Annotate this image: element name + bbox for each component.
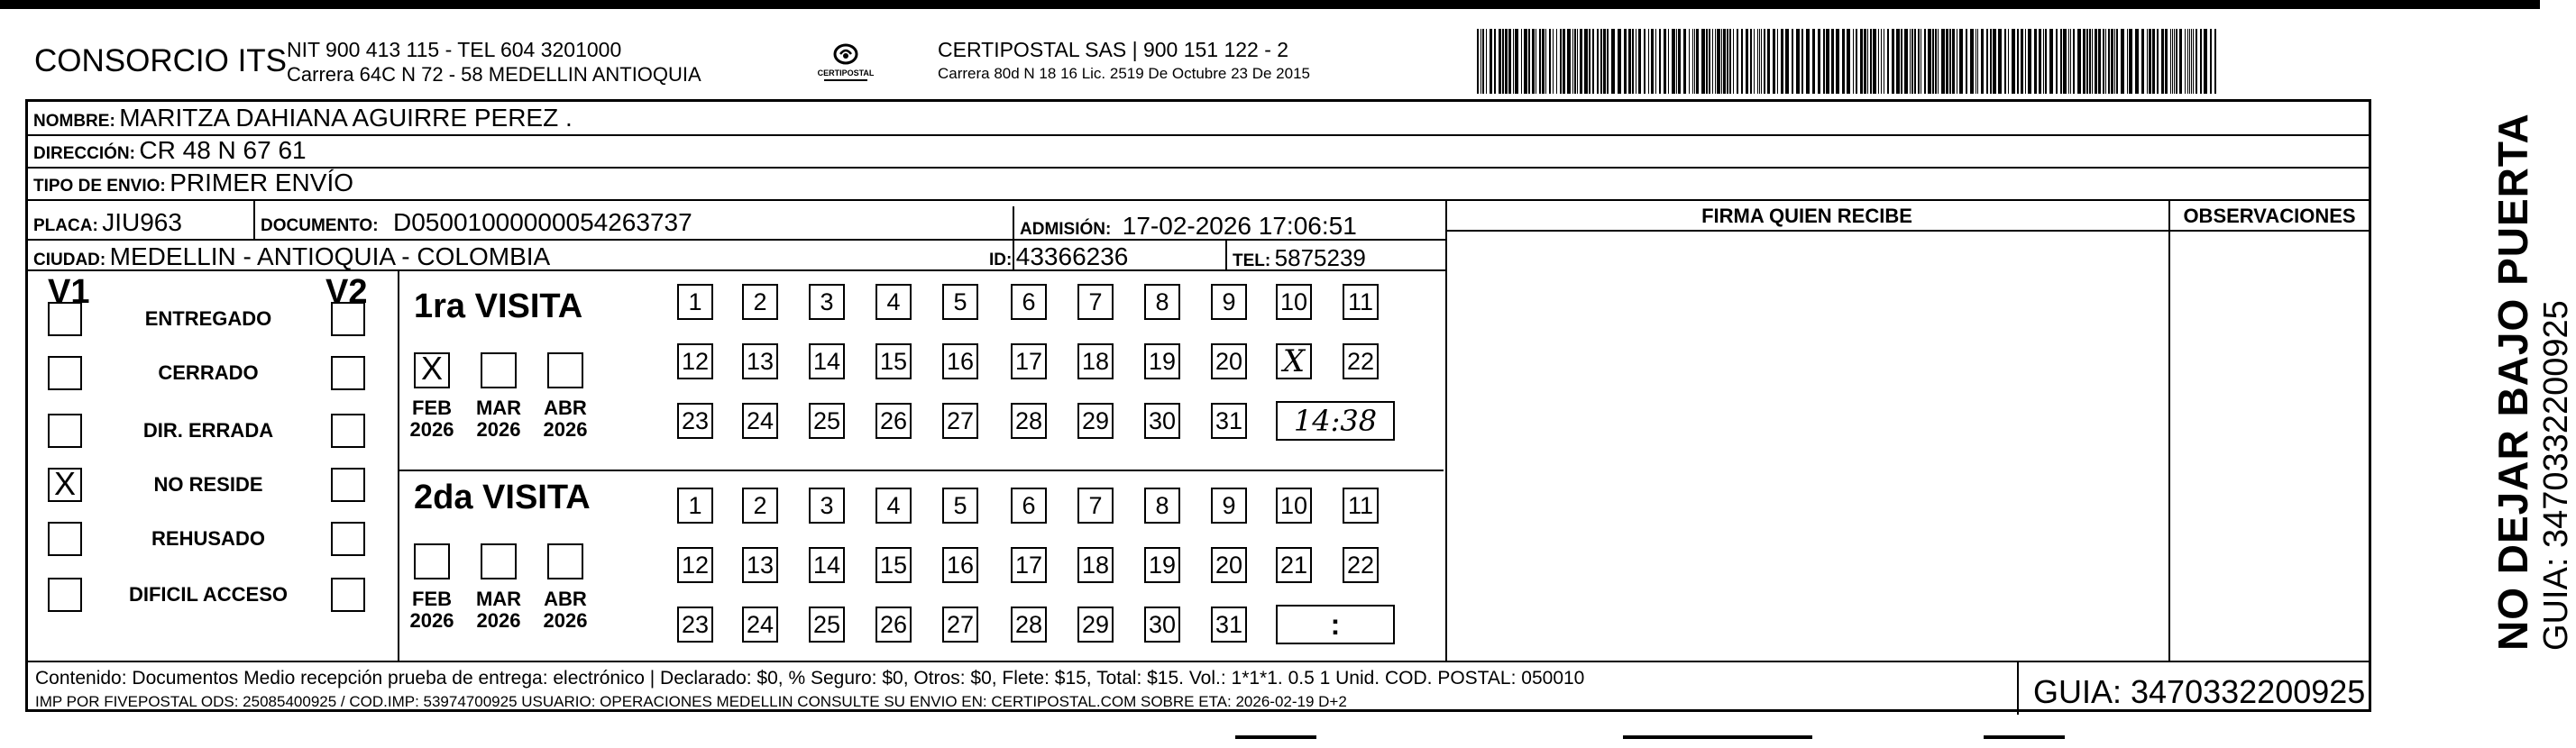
nombre-label: NOMBRE: — [33, 112, 115, 131]
placa-label: PLACA: — [33, 216, 98, 235]
month-checkbox[interactable] — [547, 352, 583, 388]
day-box[interactable]: 19 — [1144, 343, 1180, 379]
v2-checkbox[interactable] — [331, 522, 365, 556]
month-name: MAR — [475, 588, 522, 610]
day-box[interactable]: 4 — [875, 284, 912, 320]
month-label — [542, 397, 589, 441]
day-box[interactable]: 28 — [1011, 403, 1047, 439]
documento-value: D05001000000054263737 — [393, 208, 692, 236]
day-box[interactable]: 24 — [742, 403, 778, 439]
day-box[interactable]: 2 — [742, 284, 778, 320]
top-border — [0, 0, 2540, 9]
documento-label: DOCUMENTO: — [261, 216, 379, 235]
month-label — [542, 588, 589, 632]
status-label: ENTREGADO — [144, 307, 272, 330]
day-box[interactable]: 24 — [742, 607, 778, 643]
day-box[interactable]: 20 — [1211, 547, 1247, 583]
month-year: 2026 — [409, 418, 454, 442]
day-box[interactable]: 21 — [1276, 547, 1312, 583]
day-box[interactable]: 14 — [809, 547, 845, 583]
day-box[interactable]: 3 — [809, 488, 845, 524]
month-label — [408, 397, 455, 441]
day-box[interactable]: 17 — [1011, 547, 1047, 583]
day-box[interactable]: 29 — [1077, 607, 1114, 643]
tel-value: 5875239 — [1274, 244, 1366, 271]
status-label: REHUSADO — [151, 527, 265, 550]
nombre-row — [33, 105, 573, 131]
month-name: FEB — [412, 588, 452, 610]
admision-value: 17-02-2026 17:06:51 — [1122, 212, 1357, 240]
day-box[interactable]: 29 — [1077, 403, 1114, 439]
documento-row — [261, 210, 692, 235]
day-box[interactable]: 16 — [942, 343, 978, 379]
day-box[interactable]: 28 — [1011, 607, 1047, 643]
admision-row — [1020, 214, 1357, 239]
month-year: 2026 — [476, 418, 521, 442]
time-box[interactable]: : — [1276, 605, 1395, 644]
day-box[interactable]: 6 — [1011, 488, 1047, 524]
day-box[interactable]: 12 — [677, 343, 713, 379]
v2-checkbox[interactable] — [331, 578, 365, 612]
day-box[interactable]: 25 — [809, 403, 845, 439]
direccion-row — [33, 138, 307, 163]
month-year: 2026 — [543, 418, 588, 442]
month-name: MAR — [475, 397, 522, 419]
month-checkbox[interactable] — [481, 352, 517, 388]
day-box[interactable]: 27 — [942, 607, 978, 643]
visit1-title: 1ra VISITA — [414, 287, 583, 325]
v1-checkbox[interactable] — [48, 414, 82, 448]
v2-checkbox[interactable] — [331, 414, 365, 448]
day-box[interactable]: 16 — [942, 547, 978, 583]
month-label — [475, 397, 522, 441]
day-box[interactable]: 22 — [1343, 547, 1379, 583]
placa-row — [33, 210, 182, 235]
ciudad-row — [33, 244, 550, 269]
side-guia: GUIA: 3470332200925 — [2537, 300, 2575, 651]
month-year: 2026 — [543, 609, 588, 633]
v2-header: V2 — [325, 273, 368, 311]
company-name: CONSORCIO ITS — [34, 43, 288, 78]
month-year: 2026 — [409, 609, 454, 633]
day-box[interactable]: 18 — [1077, 547, 1114, 583]
company-address: Carrera 64C N 72 - 58 MEDELLIN ANTIOQUIA — [287, 63, 701, 86]
day-box[interactable]: 10 — [1276, 488, 1312, 524]
firma-header: FIRMA QUIEN RECIBE — [1701, 205, 1912, 227]
v1-checkbox[interactable] — [48, 578, 82, 612]
observaciones-header: OBSERVACIONES — [2183, 205, 2356, 227]
v2-checkbox[interactable] — [331, 302, 365, 336]
footer-contenido: Contenido: Documentos Medio recepción prueba de entrega: electrónico | Declarado: $0, % Seguro: $0, Otros: $0, Flete: $15, Total: $15. Vol.: 1*1*1. 0.5 1 Unid. COD. POSTAL: 050010 — [35, 668, 1585, 689]
v2-checkbox[interactable] — [331, 468, 365, 502]
month-year: 2026 — [476, 609, 521, 633]
day-box[interactable]: 8 — [1144, 284, 1180, 320]
day-box[interactable]: 26 — [875, 607, 912, 643]
v1-checkbox[interactable] — [48, 356, 82, 390]
bottom-mark — [1623, 735, 1812, 739]
v1-checkbox[interactable]: X — [48, 468, 82, 502]
day-box[interactable]: 20 — [1211, 343, 1247, 379]
day-box[interactable]: 22 — [1343, 343, 1379, 379]
delivery-form — [25, 99, 2371, 712]
v1-header: V1 — [48, 273, 90, 311]
day-box[interactable]: 6 — [1011, 284, 1047, 320]
day-box[interactable]: 14 — [809, 343, 845, 379]
day-box[interactable]: 7 — [1077, 284, 1114, 320]
day-box[interactable]: 1 — [677, 488, 713, 524]
status-label: DIFICIL ACCESO — [128, 583, 288, 606]
day-box[interactable]: 13 — [742, 547, 778, 583]
day-box[interactable]: 9 — [1211, 284, 1247, 320]
direccion-value: CR 48 N 67 61 — [139, 136, 307, 164]
carrier-name: CERTIPOSTAL SAS | 900 151 122 - 2 — [938, 38, 1289, 61]
day-box[interactable]: 13 — [742, 343, 778, 379]
day-box[interactable]: 15 — [875, 547, 912, 583]
day-box[interactable]: 27 — [942, 403, 978, 439]
day-box[interactable]: 4 — [875, 488, 912, 524]
certipostal-logo — [819, 34, 873, 88]
company-nit: NIT 900 413 115 - TEL 604 3201000 — [287, 38, 622, 61]
tel-label: TEL: — [1233, 251, 1271, 270]
status-label: DIR. ERRADA — [142, 419, 274, 442]
v2-checkbox[interactable] — [331, 356, 365, 390]
v1-checkbox[interactable] — [48, 522, 82, 556]
day-box[interactable]: 11 — [1343, 284, 1379, 320]
day-box[interactable]: 10 — [1276, 284, 1312, 320]
day-box[interactable]: 19 — [1144, 547, 1180, 583]
month-name: ABR — [544, 397, 587, 419]
placa-value: JIU963 — [102, 208, 182, 236]
day-box[interactable]: 12 — [677, 547, 713, 583]
day-box[interactable]: 2 — [742, 488, 778, 524]
tel-row — [1233, 246, 1366, 269]
logo-text: CERTIPOSTAL — [817, 68, 875, 78]
day-box[interactable]: 5 — [942, 284, 978, 320]
day-box[interactable]: 11 — [1343, 488, 1379, 524]
bottom-mark — [1235, 735, 1316, 739]
day-box[interactable]: 31 — [1211, 607, 1247, 643]
day-box[interactable]: 1 — [677, 284, 713, 320]
day-box[interactable]: 18 — [1077, 343, 1114, 379]
day-box[interactable]: 30 — [1144, 403, 1180, 439]
footer-impresion: IMP POR FIVEPOSTAL ODS: 25085400925 / COD.IMP: 53974700925 USUARIO: OPERACIONES MEDELLIN CONSULTE SU ENVIO EN: CERTIPOSTAL.COM SOBRE ETA: 2026-02-19 D+2 — [35, 693, 1347, 710]
day-box[interactable]: 25 — [809, 607, 845, 643]
nombre-value: MARITZA DAHIANA AGUIRRE PEREZ . — [119, 104, 573, 132]
month-label — [475, 588, 522, 632]
time-box[interactable]: 14:38 — [1276, 401, 1395, 441]
footer-guia: GUIA: 3470332200925 — [2033, 673, 2366, 710]
day-box[interactable]: 9 — [1211, 488, 1247, 524]
month-checkbox[interactable] — [481, 543, 517, 579]
day-box[interactable]: 31 — [1211, 403, 1247, 439]
tipo-row — [33, 170, 353, 196]
bottom-mark — [1984, 735, 2065, 739]
tipo-label: TIPO DE ENVIO: — [33, 177, 166, 196]
carrier-address: Carrera 80d N 18 16 Lic. 2519 De Octubre 23 De 2015 — [938, 65, 1310, 82]
day-box[interactable]: 15 — [875, 343, 912, 379]
v1-checkbox[interactable] — [48, 302, 82, 336]
admision-label: ADMISIÓN: — [1020, 220, 1112, 239]
tipo-value: PRIMER ENVÍO — [170, 169, 354, 196]
day-box[interactable]: 8 — [1144, 488, 1180, 524]
day-box[interactable]: 7 — [1077, 488, 1114, 524]
day-box[interactable]: 23 — [677, 403, 713, 439]
status-label: CERRADO — [158, 361, 259, 384]
side-notice: NO DEJAR BAJO PUERTA — [2489, 113, 2536, 651]
month-checkbox[interactable] — [547, 543, 583, 579]
month-checkbox[interactable] — [414, 543, 450, 579]
status-label: NO RESIDE — [153, 473, 263, 496]
day-box[interactable]: 3 — [809, 284, 845, 320]
month-label — [408, 588, 455, 632]
day-box[interactable]: 26 — [875, 403, 912, 439]
visit2-title: 2da VISITA — [414, 479, 591, 516]
day-box[interactable]: 5 — [942, 488, 978, 524]
month-name: ABR — [544, 588, 587, 610]
id-value: 43366236 — [1015, 242, 1129, 270]
ciudad-label: CIUDAD: — [33, 251, 106, 269]
direccion-label: DIRECCIÓN: — [33, 144, 135, 163]
month-name: FEB — [412, 397, 452, 419]
ciudad-value: MEDELLIN - ANTIOQUIA - COLOMBIA — [109, 242, 551, 270]
day-box[interactable]: 23 — [677, 607, 713, 643]
id-row — [989, 244, 1128, 269]
id-label: ID: — [989, 251, 1013, 269]
side-text — [2489, 113, 2576, 651]
day-box[interactable]: 17 — [1011, 343, 1047, 379]
month-checkbox[interactable]: X — [414, 352, 450, 388]
day-box[interactable]: 30 — [1144, 607, 1180, 643]
day-box[interactable]: X — [1276, 343, 1312, 379]
barcode — [1477, 29, 2218, 94]
